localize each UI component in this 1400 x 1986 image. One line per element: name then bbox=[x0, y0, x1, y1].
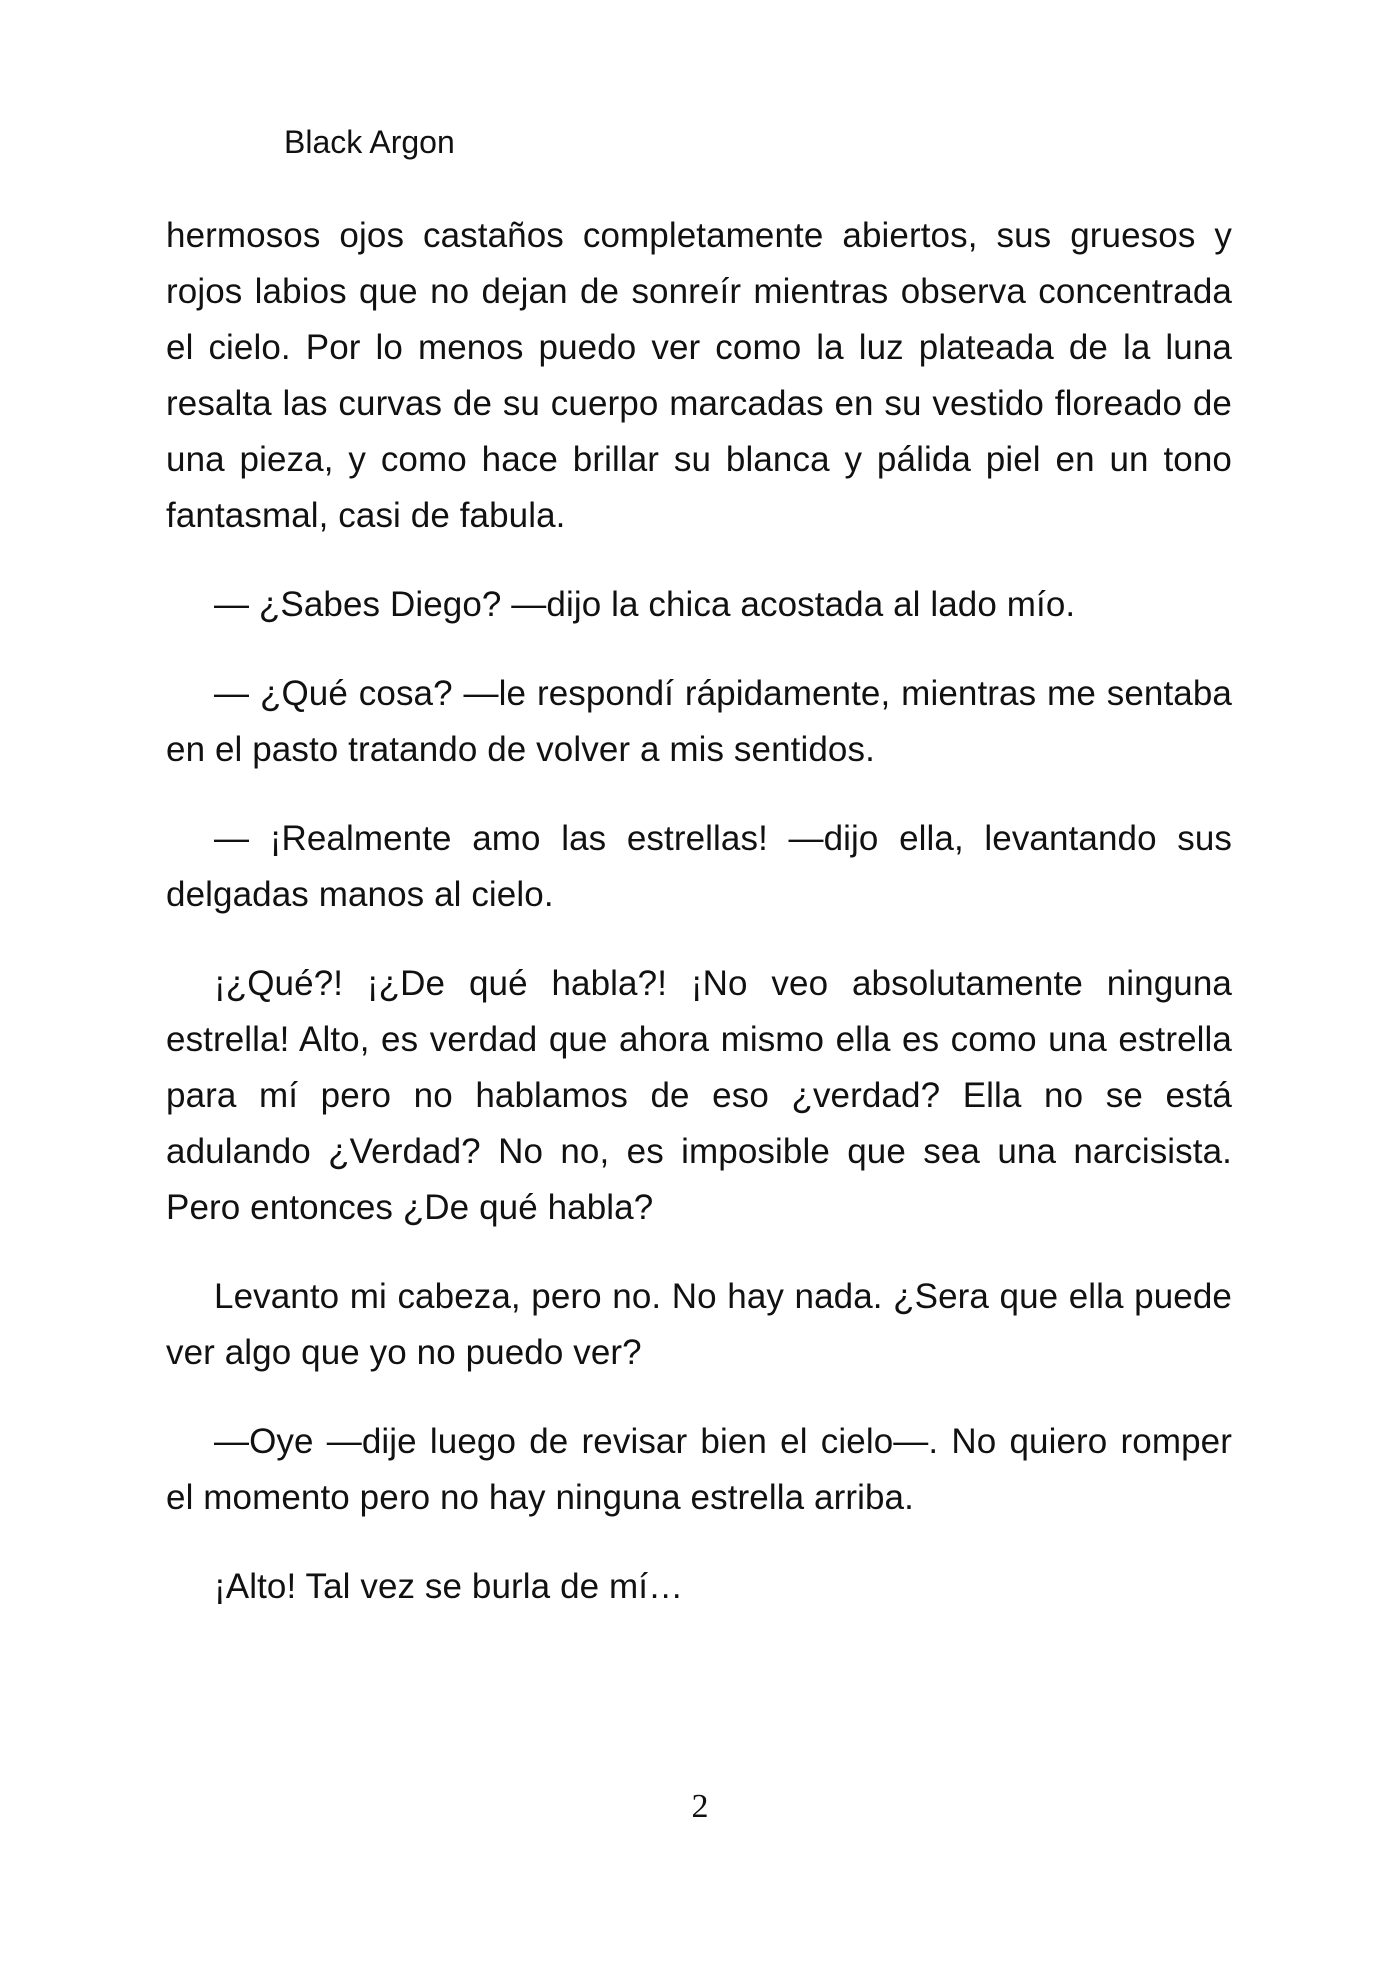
paragraph: hermosos ojos castaños completamente abiertos, sus gruesos y rojos labios que no dejan de sonreír mientras observa concentrada el cielo. Por lo menos puedo ver como la luz plateada de la luna resalta las curvas de su cuerpo marcadas en su vestido floreado de una pieza, y como hace brillar su blanca y pálida piel en un tono fantasmal, casi de fabula. bbox=[166, 216, 1232, 535]
dialogue-paragraph: — ¿Qué cosa? —le respondí rápidamente, mientras me sentaba en el pasto tratando de volver a mis sentidos. bbox=[166, 674, 1232, 769]
paragraph: ¡Alto! Tal vez se burla de mí… bbox=[214, 1567, 684, 1606]
running-header-title: Black Argon bbox=[284, 124, 455, 160]
paragraph: ¡¿Qué?! ¡¿De qué habla?! ¡No veo absolutamente ninguna estrella! Alto, es verdad que ahora mismo ella es como una estrella para mí pero no hablamos de eso ¿verdad? Ella no se está adulando ¿Verdad? No no, es imposible que sea una narcisista. Pero entonces ¿De qué habla? bbox=[166, 964, 1232, 1227]
page-number: 2 bbox=[691, 1788, 709, 1825]
dialogue-paragraph: — ¿Sabes Diego? —dijo la chica acostada al lado mío. bbox=[214, 585, 1076, 624]
dialogue-paragraph: — ¡Realmente amo las estrellas! —dijo ella, levantando sus delgadas manos al cielo. bbox=[166, 819, 1232, 914]
dialogue-paragraph: —Oye —dije luego de revisar bien el cielo—. No quiero romper el momento pero no hay ninguna estrella arriba. bbox=[166, 1422, 1232, 1517]
paragraph: Levanto mi cabeza, pero no. No hay nada. ¿Sera que ella puede ver algo que yo no puedo ver? bbox=[166, 1277, 1232, 1372]
page-body bbox=[166, 208, 1232, 1648]
